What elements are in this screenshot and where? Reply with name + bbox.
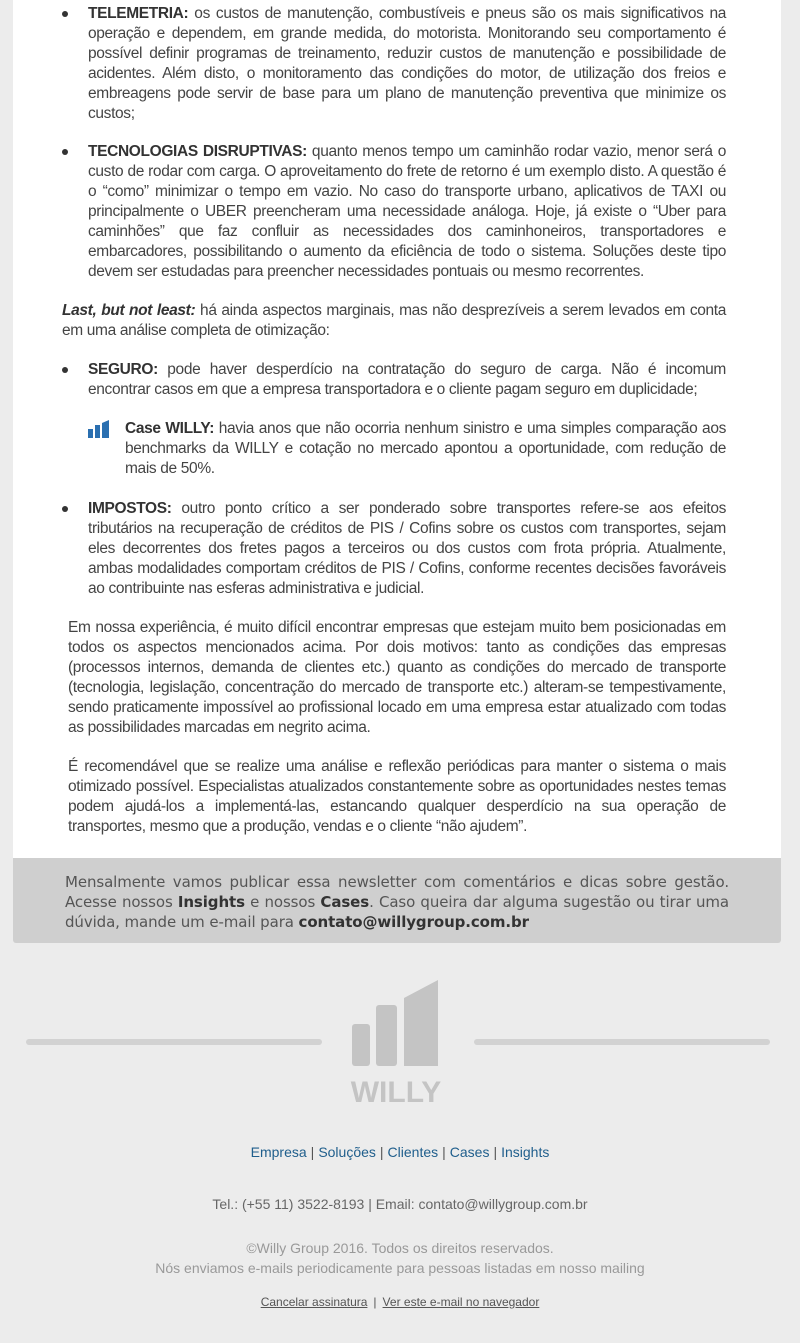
- footer-link-insights[interactable]: Insights: [501, 1144, 550, 1160]
- case-text: Case WILLY: havia anos que não ocorria nenhum sinistro e uma simples comparação aos benchmarks da WILLY e cotação no mercado apontou a oportunidade, com redução de mais de 50%.: [125, 420, 726, 477]
- bullet-text: IMPOSTOS: outro ponto crítico a ser ponderado sobre transportes refere-se aos efeitos tributários na recuperação de créditos de PIS / Cofins sobre os custos com transportes, sejam eles decorrentes dos fretes pagos a terceiros ou dos custos com frota própria. Atualmente, ambas modalidades comportam créditos de PIS / Cofins, conforme recentes decisões favoráveis ao contribuinte nas esferas administrativa e judicial.: [88, 500, 726, 597]
- logo-wordmark: WILLY: [350, 1076, 442, 1109]
- footer-link-clientes[interactable]: Clientes: [387, 1144, 439, 1160]
- unsubscribe-row: Cancelar assinatura | Ver este e-mail no navegador: [260, 1295, 540, 1309]
- footer-nav: Empresa | Soluções | Clientes | Cases | Insights: [250, 1144, 550, 1160]
- case-callout: [88, 419, 726, 479]
- willy-bars-icon: [88, 420, 110, 438]
- newsletter-banner: [13, 858, 781, 943]
- divider-left: [26, 1039, 322, 1045]
- contact-email-link[interactable]: contato@willygroup.com.br: [298, 913, 529, 931]
- list-item: [62, 499, 726, 599]
- footer-link-solucoes[interactable]: Soluções: [318, 1144, 376, 1160]
- bullet-text: SEGURO: pode haver desperdício na contratação do seguro de carga. Não é incomum encontrar casos em que a empresa transportadora e o cliente pagam seguro em duplicidade;: [88, 361, 726, 398]
- bullet-title: SEGURO:: [88, 361, 158, 378]
- bullet-icon: [62, 149, 68, 155]
- footer-link-empresa[interactable]: Empresa: [250, 1144, 307, 1160]
- copyright-block: [0, 1238, 800, 1278]
- bullet-icon: [62, 506, 68, 512]
- copyright-text: ©Willy Group 2016. Todos os direitos reservados.: [246, 1240, 554, 1256]
- footer-link-cases[interactable]: Cases: [449, 1144, 490, 1160]
- bullet-text: TECNOLOGIAS DISRUPTIVAS: quanto menos tempo um caminhão rodar vazio, menor será o custo de rodar com carga. O aproveitamento do frete de retorno é um exemplo disto. A questão é o “como” minimizar o tempo em vazio. No caso do transporte urbano, aplicativos de TAXI ou principalmente o UBER preencheram uma necessidade análoga. Hoje, já existe o “Uber para caminhões” que faz confluir as necessidades dos caminhoneiros, transportadores e embarcadores, possibilitando o aumento da eficiência de todo o sistema. Soluções deste tipo devem ser estudadas para preencher necessidades pontuais ou mesmo recorrentes.: [88, 143, 727, 280]
- bullet-text: TELEMETRIA: os custos de manutenção, combustíveis e pneus são os mais significativos na operação e dependem, em grande medida, do motorista. Monitorando seu comportamento é possível definir programas de treinamento, reduzir custos de manutenção e possibilidade de acidentes. Além disto, o monitoramento das condições do motor, de utilização dos freios e embreagens pode servir de base para um plano de manutenção preventiva que minimize os custos;: [88, 5, 726, 122]
- contact-line: Tel.: (+55 11) 3522-8193 | Email: contato@willygroup.com.br: [212, 1196, 588, 1212]
- bullet-title: TELEMETRIA:: [88, 5, 189, 22]
- case-title: Case WILLY:: [125, 420, 215, 437]
- insights-link[interactable]: Insights: [177, 893, 245, 911]
- bullet-icon: [62, 367, 68, 373]
- unsubscribe-link[interactable]: Cancelar assinatura: [260, 1295, 368, 1309]
- cases-link[interactable]: Cases: [320, 893, 370, 911]
- divider-right: [474, 1039, 770, 1045]
- willy-logo-bars-icon: [348, 980, 444, 1110]
- willy-logo: [348, 980, 444, 1110]
- bullet-icon: [62, 11, 68, 17]
- bullet-title: IMPOSTOS:: [88, 500, 172, 517]
- intro-paragraph: Last, but not least: há ainda aspectos marginais, mas não desprezíveis a serem levados em conta em uma análise completa de otimização:: [62, 302, 726, 339]
- bullet-title: TECNOLOGIAS DISRUPTIVAS:: [88, 143, 307, 160]
- list-item: [62, 360, 726, 400]
- list-item: [62, 4, 726, 124]
- newsletter-text: Mensalmente vamos publicar essa newsletter com comentários e dicas sobre gestão. Acesse nossos Insights e nossos Cases. Caso queira dar alguma sugestão ou tirar uma dúvida, mande um e-mail para contato@willygroup.com.br: [65, 873, 729, 931]
- mailing-note: Nós enviamos e-mails periodicamente para pessoas listadas em nosso mailing: [155, 1260, 645, 1276]
- view-in-browser-link[interactable]: Ver este e-mail no navegador: [382, 1295, 540, 1309]
- body-paragraph: Em nossa experiência, é muito difícil encontrar empresas que estejam muito bem posicionadas em todos os aspectos mencionados acima. Por dois motivos: tanto as condições das empresas (processos internos, demanda de clientes etc.) quanto as condições do mercado de transporte (tecnologia, legislação, concentração do mercado de transporte etc.) alteram-se tempestivamente, sendo praticamente impossível ao profissional locado em uma empresa estar atualizado com todas as possibilidades marcadas em negrito acima.: [68, 619, 726, 736]
- body-paragraph: É recomendável que se realize uma análise e reflexão periódicas para manter o sistema o mais otimizado possível. Especialistas atualizados constantemente sobre as oportunidades nestes temas podem ajudá-los a implementá-las, estancando qualquer desperdício na sua operação de transportes, mesmo que a produção, vendas e o cliente “não ajudem”.: [68, 758, 726, 835]
- list-item: [62, 142, 726, 282]
